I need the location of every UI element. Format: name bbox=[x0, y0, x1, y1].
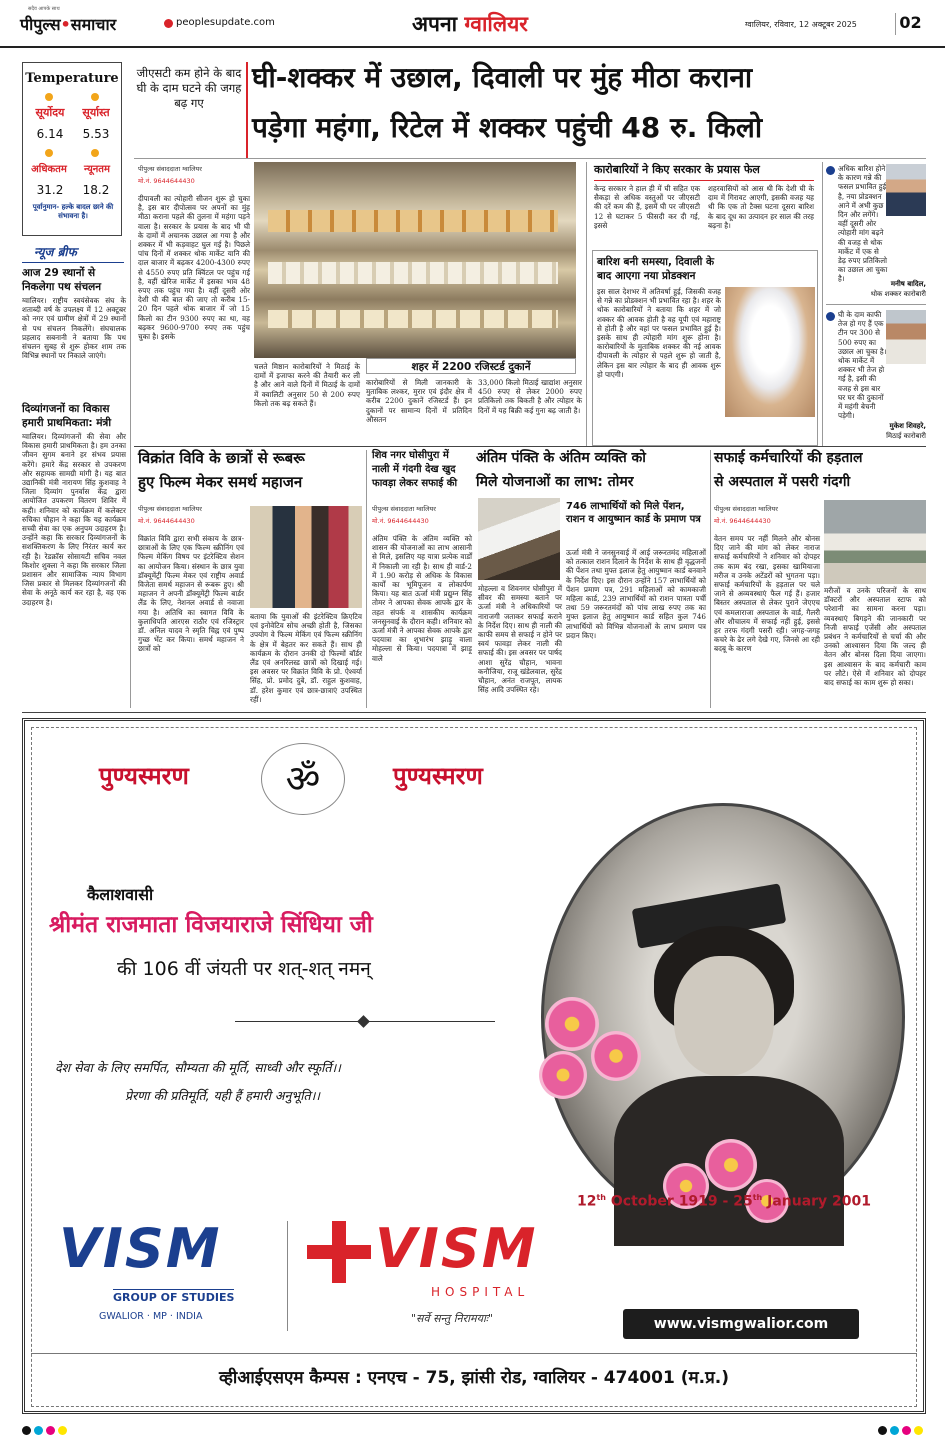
flower-icon bbox=[591, 1031, 641, 1081]
strike-headline-1: सफाई कर्मचारियों की हड़ताल bbox=[714, 450, 863, 466]
lead-divider-1 bbox=[586, 162, 587, 446]
tomar-headline-2: मिले योजनाओं का लाभ: तोमर bbox=[476, 474, 634, 490]
lead-body-3: कारोबारियों से मिली जानकारी के मुताबिक लश्कर, मुरार एवं इंदौर क्षेत्र में करीब 2200 दुकानें रजिस्टर्ड हैं। इन दुकानों पर सामान्य दिनों में प्रतिदिन औसतन bbox=[366, 378, 472, 424]
tribute-ad bbox=[22, 718, 926, 1414]
paper-logo-flag: • bbox=[60, 15, 71, 34]
portrait-mukesh bbox=[886, 310, 926, 364]
tribute-name: श्रीमंत राजमाता विजयाराजे सिंधिया जी bbox=[49, 912, 373, 938]
min-temp-label: न्यूनतम bbox=[84, 164, 110, 175]
lead-headline-1: घी-शक्कर में उछाल, दिवाली पर मुंह मीठा कराना bbox=[252, 61, 753, 94]
quote-icon-1 bbox=[826, 166, 835, 175]
website-link[interactable]: peoplesupdate.com bbox=[176, 17, 275, 28]
vism-hospital-logo bbox=[301, 1217, 581, 1333]
sunset-icon bbox=[91, 93, 99, 101]
section-title: अपना ग्वालियर bbox=[412, 12, 528, 36]
drain-headline-3: फावड़ा लेकर सफाई की bbox=[372, 478, 458, 489]
max-temp-icon bbox=[45, 149, 53, 157]
lead-byline: पीपुल्स संवाददाता ग्वालियर bbox=[138, 165, 202, 173]
tribute-left-title: पुण्यस्मरण bbox=[99, 762, 189, 790]
sweets-tray-row-1 bbox=[268, 210, 558, 232]
min-temp: 18.2 bbox=[82, 183, 110, 197]
tribute-occasion: की 106 वीं जंयती पर शत्-शत् नमन् bbox=[117, 958, 371, 980]
tribute-verse-2: प्रेरणा की प्रतिमूर्ति, यही हैं हमारी अनुभूति।। bbox=[125, 1088, 321, 1103]
brief-headline-1: आज 29 स्थानों से निकलेगा पथ संचलन bbox=[22, 267, 102, 293]
dateline: ग्वालियर, रविवार, 12 अक्टूबर 2025 bbox=[745, 20, 857, 29]
website-badge[interactable]: www.vismgwalior.com bbox=[623, 1309, 859, 1339]
gst-kicker: जीएसटी कम होने के बाद घी के दाम घटने की जगह बढ़ गए bbox=[136, 66, 242, 110]
sunset-time: 5.53 bbox=[82, 127, 110, 141]
quote-2-role: मिठाई कारोबारी bbox=[886, 432, 926, 440]
portrait-manish bbox=[886, 164, 926, 216]
sweets-shop-photo bbox=[254, 162, 576, 358]
quote-1-role: थोक शक्कर कारोबारी bbox=[870, 290, 926, 298]
flower-bouquet-left bbox=[531, 987, 651, 1117]
brief-headline-2: दिव्यांगजनों का विकास हमारी प्राथमिकता: मंत्री bbox=[22, 403, 112, 429]
vikrant-divider bbox=[366, 450, 367, 708]
vism-hospital-subtitle: HOSPITAL bbox=[431, 1285, 530, 1299]
flower-icon bbox=[539, 1051, 587, 1099]
rain-box bbox=[592, 250, 818, 446]
reg-mark-cyan bbox=[34, 1426, 43, 1435]
flower-icon bbox=[705, 1139, 757, 1191]
govt-effort-headline: कारोबारियों ने किए सरकार के प्रयास फेल bbox=[594, 163, 760, 176]
reg-mark-black-r bbox=[878, 1426, 887, 1435]
strike-headline-2: से अस्पताल में पसरी गंदगी bbox=[714, 474, 851, 490]
weather-forecast: पूर्वानुमान- हल्के बादल छाने की संभावना है। bbox=[32, 203, 114, 220]
brief-body-1: ग्वालियर। राष्ट्रीय स्वयंसेवक संघ के शताब्दी वर्ष के उपलक्ष्य में 12 अक्टूबर को नगर एवं ग्रामीण क्षेत्रों में 29 स्थानों से पथ संचलन निकलेंगे। संघचालक प्रहलाद सबनानी ने बताया कि पथ संचलन सुबह से शुरू होकर शाम तक विभिन्न स्थानों पर निकाले जाएंगे। bbox=[22, 296, 126, 361]
website-icon bbox=[164, 19, 173, 28]
reg-mark-magenta-r bbox=[902, 1426, 911, 1435]
tomar-body: ऊर्जा मंत्री ने जनसुनवाई में आई जरूरतमंद महिलाओं को तत्काल राशन दिलाने के निर्देश के साथ ही वृद्धजनों की पेंशन तथा मुफ्त इलाज हेतु आयुष्मान कार्ड बनवाने के निर्देश दिए। इस दौरान उन्होंने 157 लाभार्थियों को पेंशन प्रमाण पत्र, 291 महिलाओं को कामकाजी महिला कार्ड, 239 लाभार्थियों को राशन पात्रता पर्ची तथा 59 जरूरतमंदों को पांच लाख रुपए तक का मुफ्त इलाज हेतु आयुष्मान कार्ड सहित कुल 746 लाभार्थियों को विभिन्न योजनाओं के लाभ प्रमाण पत्र प्रदान किए। bbox=[566, 548, 706, 640]
hospital-garbage-photo bbox=[824, 500, 926, 584]
om-ornament-icon bbox=[261, 743, 345, 815]
lead-body-4: 33,000 किलो मिठाई खाद्यांश अनुसार 450 रुपए से लेकर 2000 रुपए प्रतिकिलो तक बिकती है और त्योहार के दिनों में यह बिक्री कई गुना बढ़ जाती है। bbox=[478, 378, 582, 415]
strike-body-2: मरीजों व उनके परिजनों के साथ डॉक्टरों और अस्पताल स्टाफ को परेशानी का सामना करना पड़ा। व्यवस्थाएं बिगड़ने की जानकारी पर निजी सफाई एजेंसी और अस्पताल प्रबंधन ने कर्मचारियों से चर्चा की और उनको आश्वासन दिया कि जल्द ही वेतन और बोनस दिला दिया जाएगा। इस आश्वासन के बाद कर्मचारी काम पर लौटे। ऐसे में शनिवार को दोपहर बाद सफाई का काम शुरू हो सका। bbox=[824, 586, 926, 688]
quotes-divider bbox=[822, 162, 823, 446]
weather-box bbox=[22, 62, 122, 236]
flower-bouquet-right bbox=[659, 1135, 795, 1245]
vism-group-wordmark: VISM bbox=[59, 1217, 222, 1280]
vikrant-body-1: विक्रांत विवि द्वारा सभी संकाय के छात्र-छात्राओं के लिए एक फिल्म स्क्रीनिंग एवं फिल्म मेकिंग विषय पर इंटरेक्टिव सेशन का आयोजन किया। संस्थान के छात्र युवा डॉक्यूमेंट्री फिल्म मेकर एवं राष्ट्रीय अवार्ड विजेता समर्थ महाजन से रूबरू हुए। श्री महाजन ने अपनी डॉक्यूमेंट्री फिल्म बार्डर लैंड के लिए, नेशनल अवार्ड से नवाजा गया है। अतिथि का स्वागत विवि के कुलाधिपति आरएस राठौर एवं रजिस्ट्रार डॉ. अनिल यादव ने स्मृति चिह्न एवं पुष्प गुच्छ भेंट कर किया। समर्थ महाजन ने छात्रों को bbox=[138, 534, 244, 654]
mid-rule bbox=[134, 446, 926, 447]
brief-body-2: ग्वालियर। दिव्यांगजनों की सेवा और विकास हमारी प्राथमिकता है। हम उनका जीवन सुगम बनाने हर संभव प्रयास करेंगे। हमारे केंद्र सरकार से उपकरण और सहायक सामग्री मांगी है। यह बात उद्यानिकी मंत्री नारायण सिंह कुशवाह ने जिला दिव्यांग पुनर्वास केंद्र द्वारा आयोजित उपकरण वितरण शिविर में कही। शनिवार को कार्यक्रम में कलेक्टर रुचिका चौहान ने कहा कि यह कार्यक्रम सच्ची सेवा का एक अनुपम उदाहरण है। उन्होंने कहा कि सरकार दिव्यांगजनों के सशक्तिकरण के लिए निरंतर कार्य कर रही है। रेडक्रॉस सोसायटी सचिव नवल किशोर शुक्ला ने कहा कि सरकार जिला प्रशासन और सामाजिक न्याय विभाग जिस प्रकार से मिलकर दिव्यांगजनों की सेवा के अनूठे कार्य कर रहा है, वह एक उदाहरण है। bbox=[22, 432, 126, 607]
vikrant-byline: पीपुल्स संवाददाता ग्वालियर bbox=[138, 505, 202, 513]
tribute-dates: 12th October 1919 - 25th January 2001 bbox=[577, 1193, 872, 1210]
drain-headline-2: नाली में गंदगी देख खुद bbox=[372, 464, 456, 475]
tribute-right-title: पुण्यस्मरण bbox=[393, 762, 483, 790]
lead-body-1: दीपावली का त्योहारी सीजन शुरू हो चुका है, इस बार दीपोत्सव पर अपनों का मुंह मीठा कराना पहले की तुलना में महंगा पड़ने वाला है। सरकार के प्रयास के बाद भी घी के दामों में अचानक उछाल आ गया है और शक्कर में भी कड़वाहट घुल गई है। पिछले पांच दिनों में शक्कर थोक मार्केट यानि की दाल बाजार में बढ़कर 4200-4300 रुपए से 4550 रुपए प्रति क्विंटल पर पहुंच गई है, वहीं खेरिज मार्केट में इसका भाव 48 रुपए तक पहुंच गया है। वहीं दूसरी ओर देशी घी की बात की जाए तो करीब 15-20 दिन पहले थोक बाजार में जो 15 किलो का टीन 9300 रुपए का था, वह बढ़कर 9600-9700 रुपए तक पहुंच चुका है। इसके bbox=[138, 194, 250, 342]
drain-phone: मो.नं. 9644644430 bbox=[372, 517, 429, 525]
reg-mark-magenta bbox=[46, 1426, 55, 1435]
govt-effort-body-1: केन्द्र सरकार ने हाल ही में घी सहित एक सैकड़ा से अधिक वस्तुओं पर जीएसटी की दरें कम की हैं, इसमें घी पर जीएसटी 12 से घटाकर 5 फीसदी कर दी गई, इससे bbox=[594, 184, 700, 230]
reg-mark-black bbox=[22, 1426, 31, 1435]
vism-hospital-wordmark: VISM bbox=[375, 1217, 538, 1280]
paper-tagline: सदैव आपके साथ bbox=[28, 6, 60, 12]
tomar-subhead: 746 लाभार्थियों को मिले पेंशन, राशन व आयुष्मान कार्ड के प्रमाण पत्र bbox=[566, 501, 701, 525]
tribute-verse-1: देश सेवा के लिए समर्पित, सौम्यता की मूर्ति, साध्वी और स्फूर्ति।। bbox=[55, 1060, 341, 1075]
reg-mark-cyan-r bbox=[890, 1426, 899, 1435]
vism-group-logo bbox=[59, 1217, 299, 1333]
govt-effort-body-2: शहरवासियों को आस थी कि देशी घी के दाम में गिरावट आएगी, इसकी वजह यह थी कि एक तो टैक्स घटना दूसरा बारिश के बाद दूध का उत्पादन हर साल की तरह बढ़ना है। bbox=[708, 184, 814, 230]
kicker-divider bbox=[246, 62, 248, 158]
drain-body-2: मोहल्ला व शिवनगर घोसीपुरा में सीवर की समस्या बताने पर ऊर्जा मंत्री ने अधिकारियों पर नाराजगी जताकर सफाई कराने के निर्देश दिए। साथ ही नाली की काफी समय से सफाई न होने पर स्वयं फावड़ा लेकर नाली की सफाई की। इस अवसर पर पार्षद आशा सुरेंद्र चौहान, भावना कनौजिया, राजू खंडेलवाल, सुरेंद्र चौहान, अनंत राजपूत, लायक सिंह आदि उपस्थित रहे। bbox=[478, 584, 562, 695]
news-brief-rule bbox=[22, 262, 124, 263]
tribute-prefix: कैलाशवासी bbox=[87, 885, 154, 904]
sweets-tray-row-3 bbox=[268, 310, 558, 328]
min-temp-icon bbox=[91, 149, 99, 157]
rain-box-body: इस साल देशभर में अतिवर्षा हुई, जिसकी वजह से गन्ने का प्रोडक्शन भी प्रभावित रहा है। शहर के थोक कारोबारियों ने बताया कि शहर में जो शक्कर की आवक होती है वह यूपी एवं महाराष्ट्र से होती है और वहां पर फसल प्रभावित हुई है। इसके साथ ही त्योहारी मांग शुरू होना है। कारोबारियों के मुताबिक शक्कर की नई आवक दीपावली के त्योहार से पहले शुरू हो जाती है, लेकिन इस बार त्योहार के बाद ही आवक शुरू हो पाएगी। bbox=[597, 287, 722, 379]
ad-top-rule bbox=[22, 712, 926, 713]
strike-byline: पीपुल्स संवाददाता ग्वालियर bbox=[714, 505, 778, 513]
lead-body-2: चलते मिष्ठान कारोबारियों ने मिठाई के दामों में इजाफा करने की तैयारी कर ली है और आने वाले दिनों में मिठाई के दामों में क्वालिटी अनुसार 50 से 200 रुपए किलो तक बढ़ सकते हैं। bbox=[254, 362, 360, 408]
medical-cross-icon-v bbox=[332, 1221, 346, 1283]
address-rule bbox=[31, 1353, 917, 1354]
vism-group-subtitle: GROUP OF STUDIES bbox=[113, 1291, 235, 1304]
vism-hospital-tagline: "सर्वे सन्तु निरामयाः" bbox=[411, 1312, 494, 1325]
reg-mark-yellow bbox=[58, 1426, 67, 1435]
sunrise-icon bbox=[45, 93, 53, 101]
vism-group-location: GWALIOR · MP · INDIA bbox=[99, 1311, 203, 1322]
sweets-tray-row-2 bbox=[268, 262, 558, 284]
page-number: 02 bbox=[895, 13, 925, 35]
lead-phone: मो.नं. 9644644430 bbox=[138, 177, 195, 185]
quote-1-text: अधिक बारिश होने के कारण गन्ने की फसल प्रभावित हुई है, नया प्रोडक्शन आने में अभी कुछ दिन और लगेंगे। वहीं दूसरी ओर त्योहारी मांग बढ़ने की वजह से थोक मार्केट में एक से डेढ़ रुपए प्रतिकिलो का उछाल आ चुका है। bbox=[838, 164, 888, 284]
vikrant-body-2: बताया कि युवाओं की इंटरेक्टिव क्रिएटिव एवं इनोवेटिव सोच अच्छी होती है, जिसका उपयोग वे फिल्म मेकिंग एवं फिल्म स्क्रीनिंग के क्षेत्र में बेहतर कर सकते हैं। साथ ही कार्यक्रम के दौरान उनकी दो फिल्मों बॉर्डर लैंड एवं अनरिलस्ड छात्रों को दिखाई गई। इस अवसर पर विक्रांत विवि के प्रो. ऐश्वर्या सिंह, प्रो. प्रमोद दुबे, डॉ. राहुल कुशवाह, डॉ. हरेश कुमार एवं छात्र-छात्राएं उपस्थित रहीं। bbox=[250, 612, 362, 704]
rain-box-headline: बारिश बनी समस्या, दिवाली के बाद आएगा नया प्रोडक्शन bbox=[597, 256, 715, 282]
sunrise-label: सूर्योदय bbox=[35, 106, 65, 119]
lead-headline-2: पड़ेगा महंगा, रिटेल में शक्कर पहुंची 48 रु. किलो bbox=[252, 111, 763, 144]
portrait-face bbox=[674, 956, 774, 1076]
strike-phone: मो.नं. 9644644430 bbox=[714, 517, 771, 525]
quote-2-name: मुकेश शिवहरे, bbox=[889, 422, 926, 430]
vikrant-phone: मो.नं. 9644644430 bbox=[138, 517, 195, 525]
max-temp: 31.2 bbox=[36, 183, 64, 197]
max-temp-label: अधिकतम bbox=[31, 164, 67, 175]
quote-icon-2 bbox=[826, 312, 835, 321]
reg-mark-yellow-r bbox=[914, 1426, 923, 1435]
drain-headline-1: शिव नगर घोसीपुरा में bbox=[372, 450, 449, 461]
om-symbol: ॐ bbox=[285, 757, 321, 801]
vikrant-headline-1: विक्रांत विवि के छात्रों से रूबरू bbox=[138, 449, 305, 467]
tomar-divider bbox=[710, 450, 711, 708]
paper-name: पीपुल्स•समाचार bbox=[20, 15, 117, 34]
drain-byline: पीपुल्स संवाददाता ग्वालियर bbox=[372, 505, 436, 513]
flower-icon bbox=[545, 997, 599, 1051]
strike-body-1: वेतन समय पर नहीं मिलने और बोनस दिए जाने की मांग को लेकर नाराज सफाई कर्मचारियों ने शनिवार को दोपहर तक काम बंद रखा, इसका खामियाजा मरीज व उनके अटेंडरों को भुगतना पड़ा। सफाई कर्मचारियों के हड़ताल पर चले जाने से अव्यवस्थाएं फैल गई हैं। हजार बिस्तर अस्पताल से लेकर पुराने जेएएच एवं कमलाराजा अस्पताल के वार्ड, गैलरी और शौचालय में सफाई नहीं हुई, इससे हर तरफ गंदगी पसरी रही। जगह-जगह कचरे के ढेर लगे देखे गए, जिनसे आ रही बदबू के कारण bbox=[714, 534, 820, 654]
sugar-in-hand-photo bbox=[725, 287, 815, 417]
photo-caption: शहर में 2200 रजिस्टर्ड दुकानें bbox=[366, 358, 576, 374]
drain-body-1: अंतिम पंक्ति के अंतिम व्यक्ति को शासन की योजनाओं का लाभ आसानी से मिले, इसलिए यह यात्रा प्रत्येक वार्डों में निकाली जा रही है। साथ ही वार्ड-2 में 1.90 करोड़ से अधिक के विकास कार्यों का भूमिपूजन व लोकार्पण किया। यह बात ऊर्जा मंत्री प्रद्युम्न सिंह तोमर ने आपका सेवक आपके द्वार के तहत संपर्क व शासकीय कार्यक्रम जनसुनवाई के दौरान कही। शनिवार को ऊर्जा मंत्री ने आपका सेवक आपके द्वार पदयात्रा का शुभारंभ झाड़ू वाला मोहल्ला से किया। पदयात्रा में झाड़ू वाले bbox=[372, 534, 472, 663]
sunset-label: सूर्यास्त bbox=[82, 106, 110, 119]
govt-effort-rule bbox=[594, 180, 814, 181]
masthead bbox=[0, 0, 945, 48]
sponsor-address: व्हीआईएसएम कैम्पस : एनएच - 75, झांसी रोड, ग्वालियर - 474001 (म.प्र.) bbox=[218, 1368, 729, 1388]
weather-title: Temperature bbox=[25, 71, 119, 86]
quote-1-name: मनीष बादिल, bbox=[890, 280, 926, 288]
brief-divider bbox=[130, 240, 131, 708]
quote-2-text: घी के दाम काफी तेज हो गए हैं एक टीन पर 300 से 500 रुपए का उछाल आ चुका है। थोक मार्केट में शक्कर भी तेज हो गई है, इसी की वजह से इस बार घर घर की दुकानों में महंगी बेचनी पड़ेगी। bbox=[838, 310, 887, 421]
tomar-headline-1: अंतिम पंक्ति के अंतिम व्यक्ति को bbox=[476, 450, 646, 466]
vikrant-event-photo bbox=[250, 506, 362, 608]
logo-divider bbox=[287, 1221, 288, 1331]
vikrant-headline-2: हुए फिल्म मेकर समर्थ महाजन bbox=[138, 473, 303, 491]
sunrise-time: 6.14 bbox=[36, 127, 64, 141]
drain-cleaning-photo bbox=[478, 498, 560, 580]
quotes-rule bbox=[826, 304, 926, 305]
lead-rule bbox=[134, 158, 926, 159]
news-brief-label: न्यूज ब्रीफ bbox=[34, 245, 77, 259]
